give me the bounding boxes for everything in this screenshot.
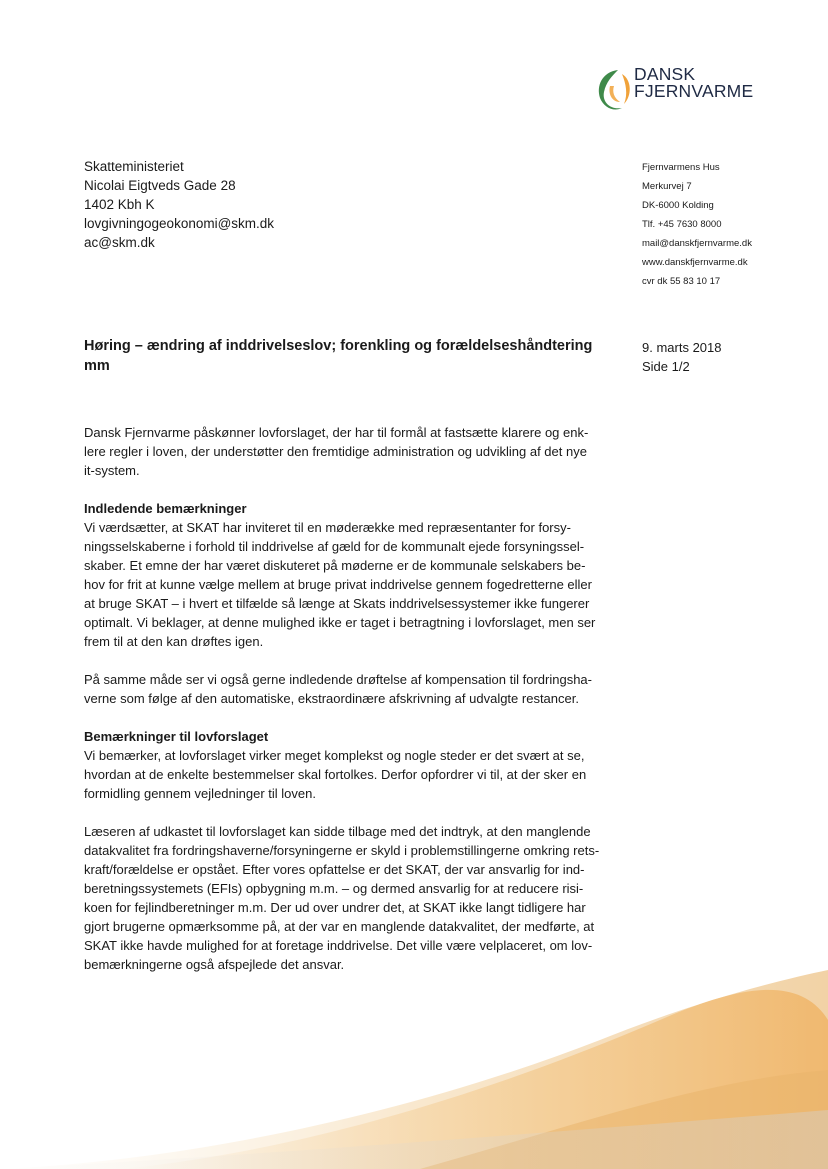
document-date: 9. marts 2018 xyxy=(642,340,722,355)
text-line: verne som følge af den automatiske, ekstraordinære afskrivning af udvalgte restancer. xyxy=(84,691,579,706)
recipient-line: Skatteministeriet xyxy=(84,159,184,174)
text-line: På samme måde ser vi også gerne indledende drøftelse af kompensation til fordringsha- xyxy=(84,672,592,687)
title-line-2: mm xyxy=(84,358,110,374)
decorative-wave-graphic xyxy=(0,960,828,1169)
section1-paragraph-2 xyxy=(84,670,616,708)
text-line: Vi værdsætter, at SKAT har inviteret til en møderække med repræsentanter for forsy- xyxy=(84,520,571,535)
text-line: frem til at den kan drøftes igen. xyxy=(84,634,264,649)
recipient-email: lovgivningogeokonomi@skm.dk xyxy=(84,216,275,231)
section-heading: Bemærkninger til lovforslaget xyxy=(84,729,269,744)
section-heading: Indledende bemærkninger xyxy=(84,501,247,516)
text-line: beretningssystemets (EFIs) opbygning m.m. – og dermed ansvarlig for at reducere risi- xyxy=(84,881,584,896)
logo-wordmark xyxy=(634,66,753,100)
recipient-line: 1402 Kbh K xyxy=(84,197,155,212)
sender-phone: Tlf. +45 7630 8000 xyxy=(642,219,722,230)
text-line: it-system. xyxy=(84,463,140,478)
text-line: at bruge SKAT – i hvert et tilfælde så længe at Skats inddrivelsessystemer ikke fungerer xyxy=(84,596,590,611)
document-title xyxy=(84,336,624,376)
title-line-1: Høring – ændring af inddrivelseslov; forenkling og forældelseshåndtering xyxy=(84,338,593,354)
sender-line: Fjernvarmens Hus xyxy=(642,162,720,173)
text-line: gjort brugerne opmærksomme på, at der var en manglende datakvalitet, der medførte, at xyxy=(84,919,595,934)
sender-cvr: cvr dk 55 83 10 17 xyxy=(642,276,721,287)
text-line: optimalt. Vi beklager, at denne mulighed ikke er taget i betragtning i lovforslaget, men ser xyxy=(84,615,596,630)
recipient-email: ac@skm.dk xyxy=(84,235,155,250)
section1-paragraph-1 xyxy=(84,518,616,651)
sender-line: DK-6000 Kolding xyxy=(642,200,714,211)
text-line: Læseren af udkastet til lovforslaget kan sidde tilbage med det indtryk, at den manglende xyxy=(84,824,591,839)
logo-line-1: DANSK xyxy=(634,64,696,84)
intro-paragraph xyxy=(84,423,616,480)
sender-info xyxy=(642,158,752,291)
text-line: kraft/forældelse er opstået. Efter vores opfattelse er det SKAT, der var ansvarlig for ind- xyxy=(84,862,585,877)
text-line: SKAT ikke havde mulighed for at foretage inddrivelse. Det ville være velplaceret, om lov- xyxy=(84,938,593,953)
text-line: skaber. Et emne der har været diskuteret på møderne er de kommunale selskabers be- xyxy=(84,558,586,573)
text-line: hvordan at de enkelte bestemmelser skal fortolkes. Derfor opfordrer vi til, at der sker en xyxy=(84,767,587,782)
text-line: Dansk Fjernvarme påskønner lovforslaget, der har til formål at fastsætte klarere og enk- xyxy=(84,425,589,440)
section2-paragraph-2 xyxy=(84,822,616,974)
sender-website: www.danskfjernvarme.dk xyxy=(642,257,748,268)
letter-body xyxy=(84,423,616,993)
text-line: Vi bemærker, at lovforslaget virker meget komplekst og nogle steder er det svært at se, xyxy=(84,748,585,763)
logo-line-2: FJERNVARME xyxy=(634,81,754,101)
text-line: bemærkningerne også afspejlede det ansvar. xyxy=(84,957,345,972)
recipient-line: Nicolai Eigtveds Gade 28 xyxy=(84,178,236,193)
section2-paragraph-1 xyxy=(84,746,616,803)
text-line: koen for fejlindberetninger m.m. Der ud over undrer det, at SKAT ikke langt tidligere har xyxy=(84,900,586,915)
text-line: datakvalitet fra fordringshaverne/forsyningerne er skyld i problemstillingerne omkring rets- xyxy=(84,843,600,858)
swirl-logo-icon xyxy=(596,66,632,114)
text-line: hov for frit at kunne vælge mellem at bruge privat inddrivelse gennem fogedretterne eller xyxy=(84,577,592,592)
text-line: lere regler i loven, der understøtter den fremtidige administration og udvikling af det nye xyxy=(84,444,587,459)
text-line: formidling gennem vejledninger til loven. xyxy=(84,786,316,801)
recipient-address xyxy=(84,157,274,252)
sender-email: mail@danskfjernvarme.dk xyxy=(642,238,752,249)
document-meta xyxy=(642,338,722,376)
page-number: Side 1/2 xyxy=(642,359,690,374)
sender-line: Merkurvej 7 xyxy=(642,181,692,192)
company-logo xyxy=(596,66,771,116)
text-line: ningsselskaberne i forhold til inddrivelse af gæld for de kommunalt ejede forsyningssel- xyxy=(84,539,585,554)
